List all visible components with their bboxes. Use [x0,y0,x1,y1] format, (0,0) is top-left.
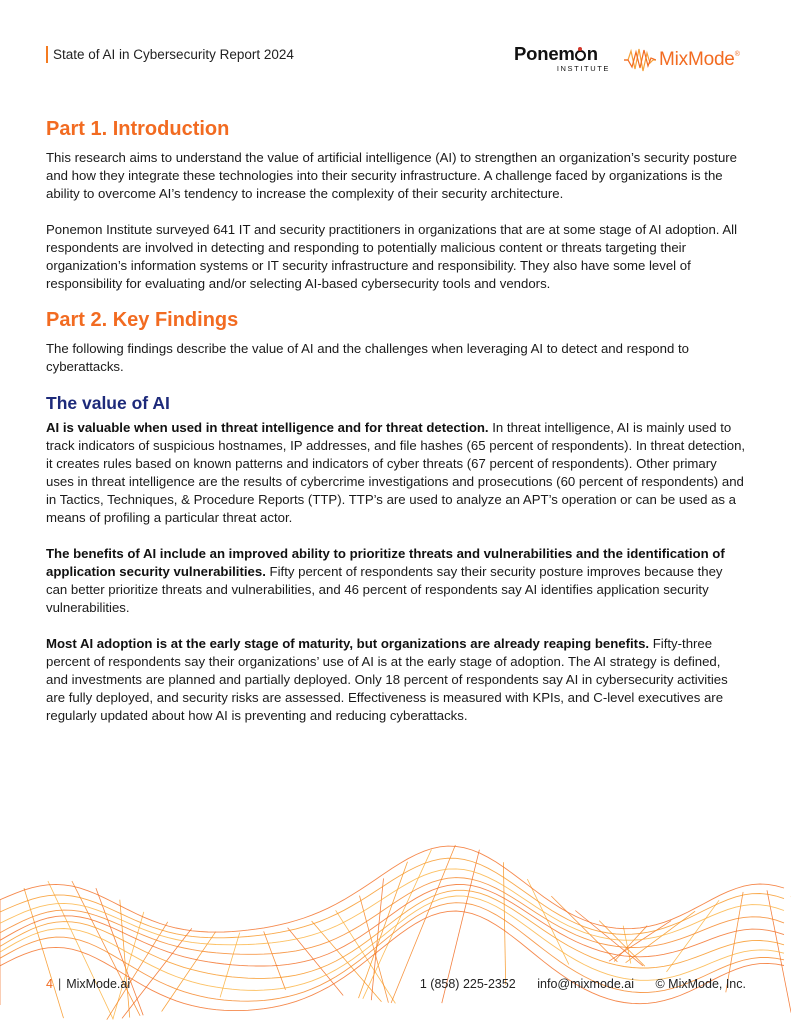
footer-copyright: © MixMode, Inc. [655,977,746,991]
page-footer [46,977,746,995]
part1-paragraph-1: This research aims to understand the value of artificial intelligence (AI) to strengthen an organization’s security posture and how they integrate these technologies into their security infrastructure. A challenge faced by organizations is the ability to overcome AI’s tendency to increase the complexity of their security architecture. [46,150,737,201]
wave-contour [0,878,784,955]
part1-paragraph-2: Ponemon Institute surveyed 641 IT and security practitioners in organizations that are at some stage of AI adoption. All respondents are involved in detecting and responding to potentially malicious content or threats targeting their organization’s information systems or IT security infrastructure and responsibility. They also have some level of responsibility for evaluating and/or selecting AI-based cybersecurity tools and vendors. [46,222,738,291]
finding-threat-intelligence [46,419,746,527]
ponemon-logo-mark-icon [575,50,586,61]
footer-site-link[interactable]: MixMode.ai [66,977,131,991]
page-number: 4 [46,977,53,991]
finding-benefits [46,545,746,617]
finding-2-text: Fifty percent of respondents say their security posture improves because they can better prioritize threats and vulnerabilities, and 46 percent of respondents say AI identifies application security vulnerabilities. [46,564,723,615]
wave-contour [0,911,784,1011]
footer-email-link[interactable]: info@mixmode.ai [537,977,635,991]
part2-heading: Part 2. Key Findings [46,309,239,331]
value-of-ai-heading: The value of AI [46,393,170,413]
wave-contour [0,885,784,967]
report-body [46,116,746,743]
finding-2-lead: The benefits of AI include an improved ability to prioritize threats and vulnerabilities and the identification of application security vulnerabilities. [46,546,725,579]
footer-separator: | [57,977,62,991]
wave-strand [24,888,64,1018]
wave-strand [667,900,720,972]
ponemon-logo-subtitle: INSTITUTE [556,64,610,73]
wave-contour [0,846,784,932]
wave-strand [72,881,140,1016]
mixmode-logo-name: MixMode [659,49,735,70]
mixmode-wave-icon [624,47,656,73]
wave-strand [122,928,192,1018]
mixmode-logo [624,47,740,73]
finding-3-lead: Most AI adoption is at the early stage of maturity, but organizations are already reaping benefits. [46,636,650,651]
ponemon-logo-name: Ponem n [514,43,598,64]
finding-1-lead: AI is valuable when used in threat intelligence and for threat detection. [46,420,489,435]
wave-strand [503,862,505,985]
report-title: State of AI in Cybersecurity Report 2024 [46,46,294,63]
finding-3-text: Fifty-three percent of respondents say their organizations’ use of AI is at the early stage of adoption. The AI strategy is defined, and investments are planned and partially deployed. Only 18 percent of respondents say AI in cybersecurity activities are fully deployed, and security risks are assessed. Effectiveness is measured with KPIs, and C-level executives are regularly updated about how AI is preventing and reducing cyberattacks. [46,636,728,723]
ponemon-logo [514,44,610,73]
part1-heading: Part 1. Introduction [46,118,230,140]
wave-strand [599,921,645,967]
finding-1-text: In threat intelligence, AI is mainly used to track indicators of suspicious hostnames, IP addresses, and file hashes (65 percent of respondents). In threat detection, it creates rules based on known patterns and indicators of cyber threats (67 percent of respondents). Other primary uses in threat intelligence are the results of cybercrime investigations and prosecutions (60 percent of respondents) and in Tactics, Techniques, & Procedure Reports (TTP). TTP’s are used to analyze an APT’s operation or can be used as a means of profiling a particular threat actor. [46,420,746,525]
part2-intro: The following findings describe the value of AI and the challenges when leveraging AI to detect and respond to cyberattacks. [46,341,689,374]
footer-contact [402,977,746,991]
mixmode-registered-mark: ® [734,51,740,58]
finding-maturity [46,635,746,725]
footer-phone: 1 (858) 225-2352 [419,977,516,991]
wave-contour [0,858,784,938]
